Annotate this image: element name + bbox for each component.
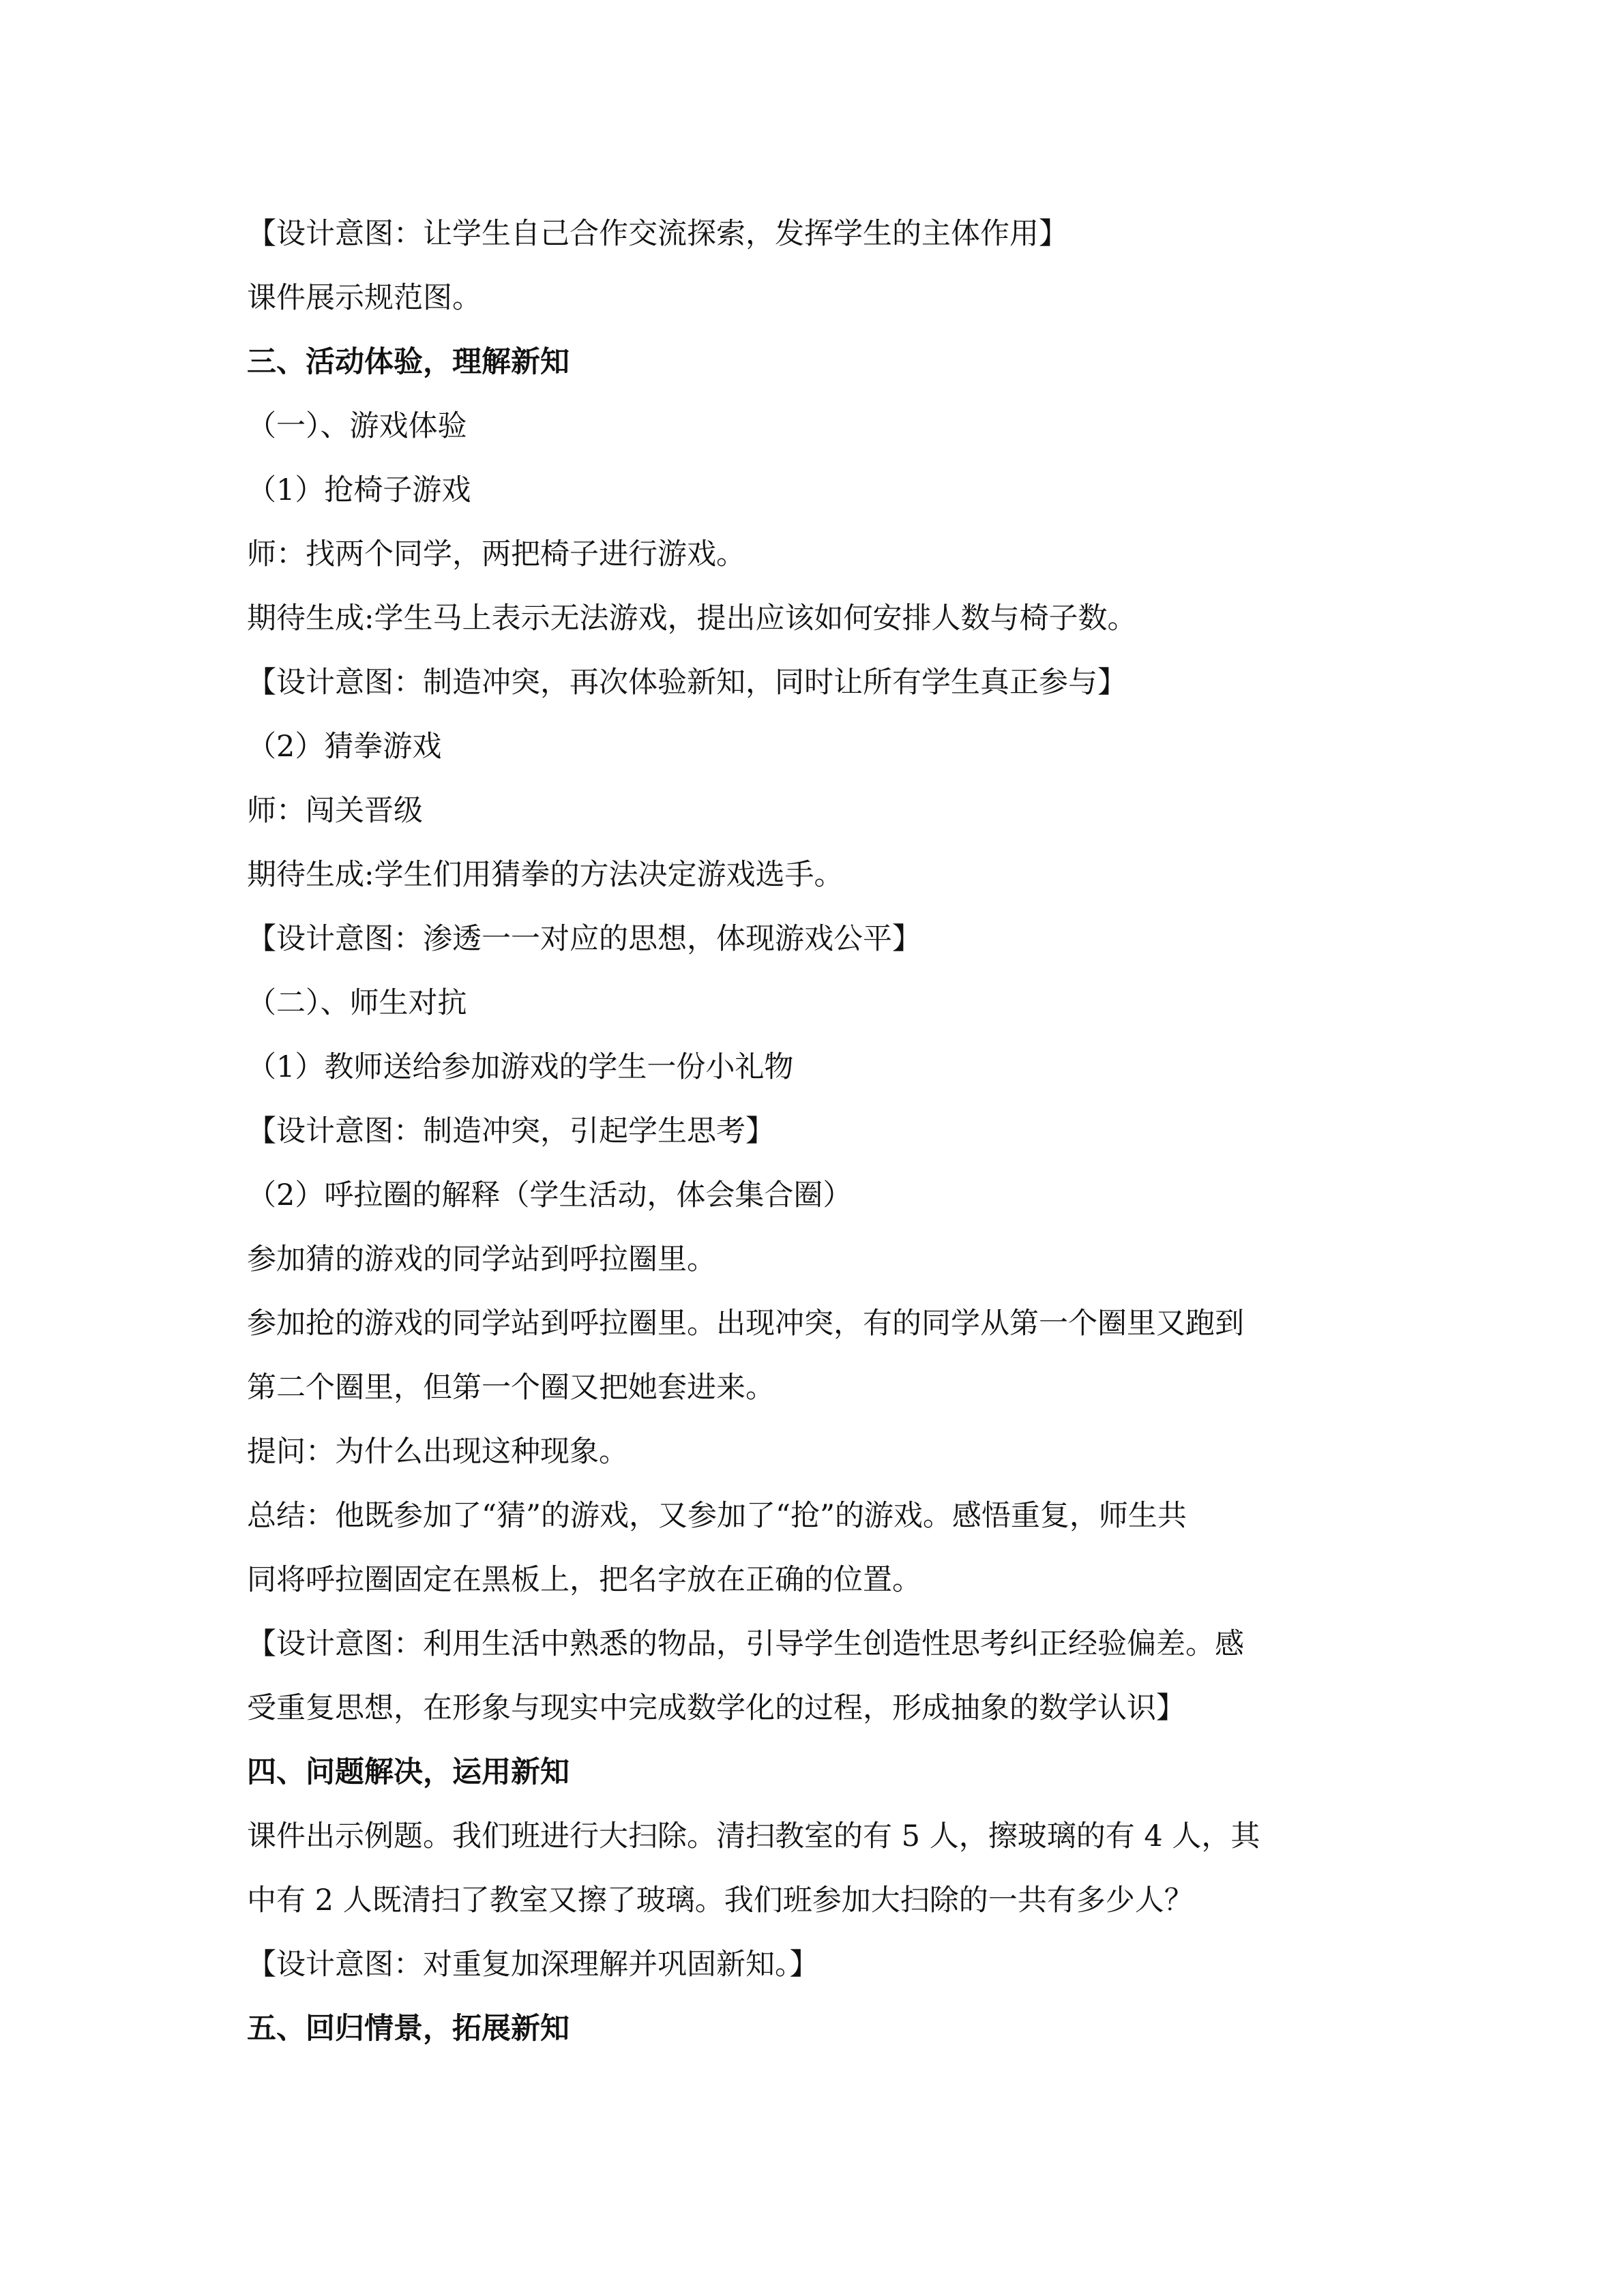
item-heading: （1）抢椅子游戏 (247, 473, 471, 507)
subsection-heading: （二）、师生对抗 (247, 986, 467, 1020)
section-heading: 三、活动体验，理解新知 (247, 345, 570, 379)
item-heading: （2）呼拉圈的解释（学生活动，体会集合圈） (247, 1178, 853, 1212)
item-heading: （2）猜拳游戏 (247, 730, 442, 764)
paragraph: 课件出示例题。我们班进行大扫除。清扫教室的有 5 人，擦玻璃的有 4 人，其 (247, 1819, 1260, 1853)
design-intent-note: 【设计意图：利用生活中熟悉的物品，引导学生创造性思考纠正经验偏差。感 (247, 1627, 1244, 1661)
paragraph: 第二个圈里，但第一个圈又把她套进来。 (247, 1371, 775, 1405)
section-heading: 五、回归情景，拓展新知 (247, 2012, 570, 2046)
design-intent-note: 受重复思想，在形象与现实中完成数学化的过程，形成抽象的数学认识】 (247, 1691, 1185, 1725)
paragraph: 期待生成:学生马上表示无法游戏，提出应该如何安排人数与椅子数。 (247, 601, 1137, 636)
document-body (247, 202, 1379, 2061)
paragraph: 中有 2 人既清扫了教室又擦了玻璃。我们班参加大扫除的一共有多少人？ (247, 1883, 1194, 1918)
item-heading: （1）教师送给参加游戏的学生一份小礼物 (247, 1050, 794, 1084)
paragraph: 师：找两个同学，两把椅子进行游戏。 (247, 537, 745, 571)
paragraph: 期待生成:学生们用猜拳的方法决定游戏选手。 (247, 858, 844, 892)
design-intent-note: 【设计意图：对重复加深理解并巩固新知。】 (247, 1948, 819, 1982)
design-intent-note: 【设计意图：制造冲突，引起学生思考】 (247, 1114, 775, 1148)
paragraph: 师：闯关晋级 (247, 794, 423, 828)
paragraph: 同将呼拉圈固定在黑板上，把名字放在正确的位置。 (247, 1563, 921, 1597)
paragraph: 总结：他既参加了“猜”的游戏，又参加了“抢”的游戏。感悟重复，师生共 (247, 1499, 1187, 1533)
design-intent-note: 【设计意图：渗透一一对应的思想，体现游戏公平】 (247, 922, 921, 956)
design-intent-note: 【设计意图：让学生自己合作交流探索，发挥学生的主体作用】 (247, 217, 1068, 251)
paragraph: 提问：为什么出现这种现象。 (247, 1435, 628, 1469)
paragraph: 参加猜的游戏的同学站到呼拉圈里。 (247, 1242, 716, 1277)
paragraph: 课件展示规范图。 (247, 281, 482, 315)
subsection-heading: （一）、游戏体验 (247, 409, 467, 443)
section-heading: 四、问题解决，运用新知 (247, 1755, 570, 1789)
paragraph: 参加抢的游戏的同学站到呼拉圈里。出现冲突，有的同学从第一个圈里又跑到 (247, 1307, 1244, 1341)
design-intent-note: 【设计意图：制造冲突，再次体验新知，同时让所有学生真正参与】 (247, 666, 1127, 700)
